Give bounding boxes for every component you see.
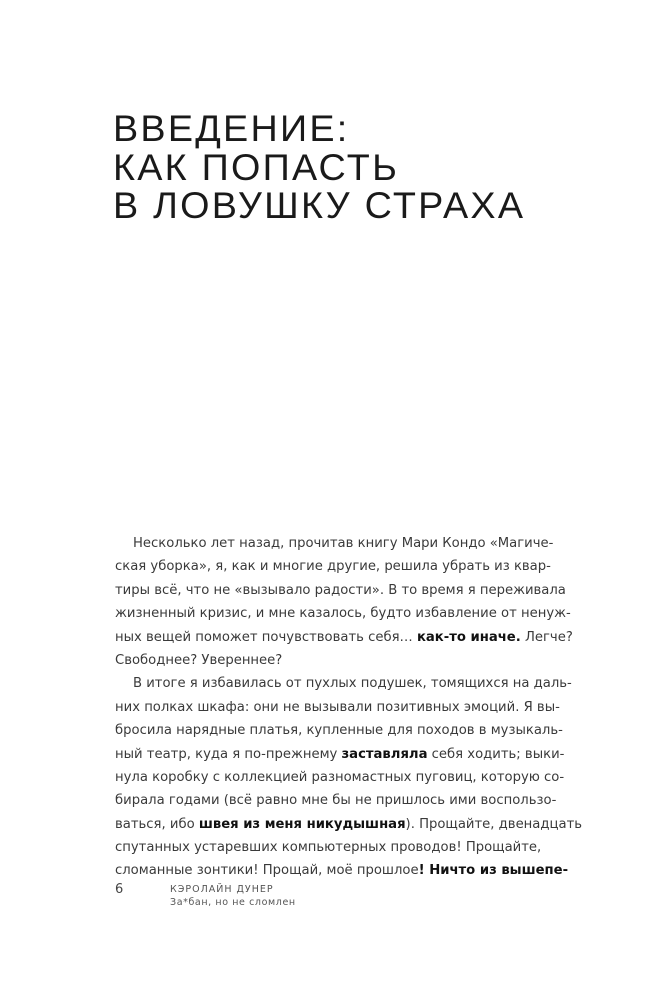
text-line [115, 813, 583, 836]
text-run: Свободнее? Увереннее? [115, 652, 283, 668]
text-line [115, 579, 566, 602]
text-run: ных вещей поможет почувствовать себя… [115, 629, 417, 645]
text-line [115, 766, 565, 789]
bold-phrase: ! Ничто из вышепе- [418, 863, 569, 879]
text-line [115, 836, 542, 859]
text-run: ). Прощайте, двенадцать [405, 816, 583, 832]
running-footer [170, 883, 296, 909]
bold-phrase: заставляла [341, 746, 428, 762]
text-run: спутанных устаревших компьютерных проводов! Прощайте, [115, 840, 542, 856]
page-number: 6 [115, 882, 124, 897]
body-text [115, 532, 583, 883]
text-run: нула коробку с коллекцией разномастных пуговиц, которую со- [115, 769, 565, 785]
text-run: них полках шкафа: они не вызывали позитивных эмоций. Я вы- [115, 699, 560, 715]
text-line [115, 602, 571, 625]
text-run: себя ходить; выки- [427, 746, 565, 762]
text-run: сломанные зонтики! Прощай, моё прошлое [115, 863, 419, 879]
text-line [115, 859, 569, 882]
text-run: бирала годами (всё равно мне бы не пришлось ими воспользо- [115, 793, 557, 809]
text-line [115, 719, 563, 742]
footer-author: КЭРОЛАЙН ДУНЕР [170, 884, 274, 895]
text-line [115, 532, 554, 555]
text-line [115, 555, 551, 578]
text-run: В итоге я избавилась от пухлых подушек, томящихся на даль- [133, 676, 572, 692]
text-run: Легче? [520, 629, 573, 645]
chapter-title-line: В ЛОВУШКУ СТРАХА [113, 185, 526, 226]
text-run: бросила нарядные платья, купленные для походов в музыкаль- [115, 723, 563, 739]
text-line [115, 649, 531, 672]
text-line [115, 626, 573, 649]
text-line [115, 696, 560, 719]
chapter-title [113, 108, 526, 226]
text-line [115, 743, 565, 766]
chapter-title-line: ВВЕДЕНИЕ: [113, 108, 350, 149]
text-run: жизненный кризис, и мне казалось, будто избавление от ненуж- [115, 606, 571, 622]
text-run: ская уборка», я, как и многие другие, решила убрать из квар- [115, 559, 551, 575]
text-line [115, 672, 572, 695]
bold-phrase: как-то иначе. [416, 629, 521, 645]
text-line [115, 789, 557, 812]
text-run: тиры всё, что не «вызывало радости». В то время я переживала [115, 582, 566, 598]
text-run: ваться, ибо [115, 816, 199, 832]
footer-book-title: За*бан, но не сломлен [170, 897, 296, 908]
text-run: Несколько лет назад, прочитав книгу Мари Кондо «Магиче- [133, 536, 554, 551]
text-run: ный театр, куда я по-прежнему [115, 746, 342, 762]
chapter-title-line: КАК ПОПАСТЬ [113, 146, 400, 188]
bold-phrase: швея из меня никудышная [198, 816, 406, 832]
